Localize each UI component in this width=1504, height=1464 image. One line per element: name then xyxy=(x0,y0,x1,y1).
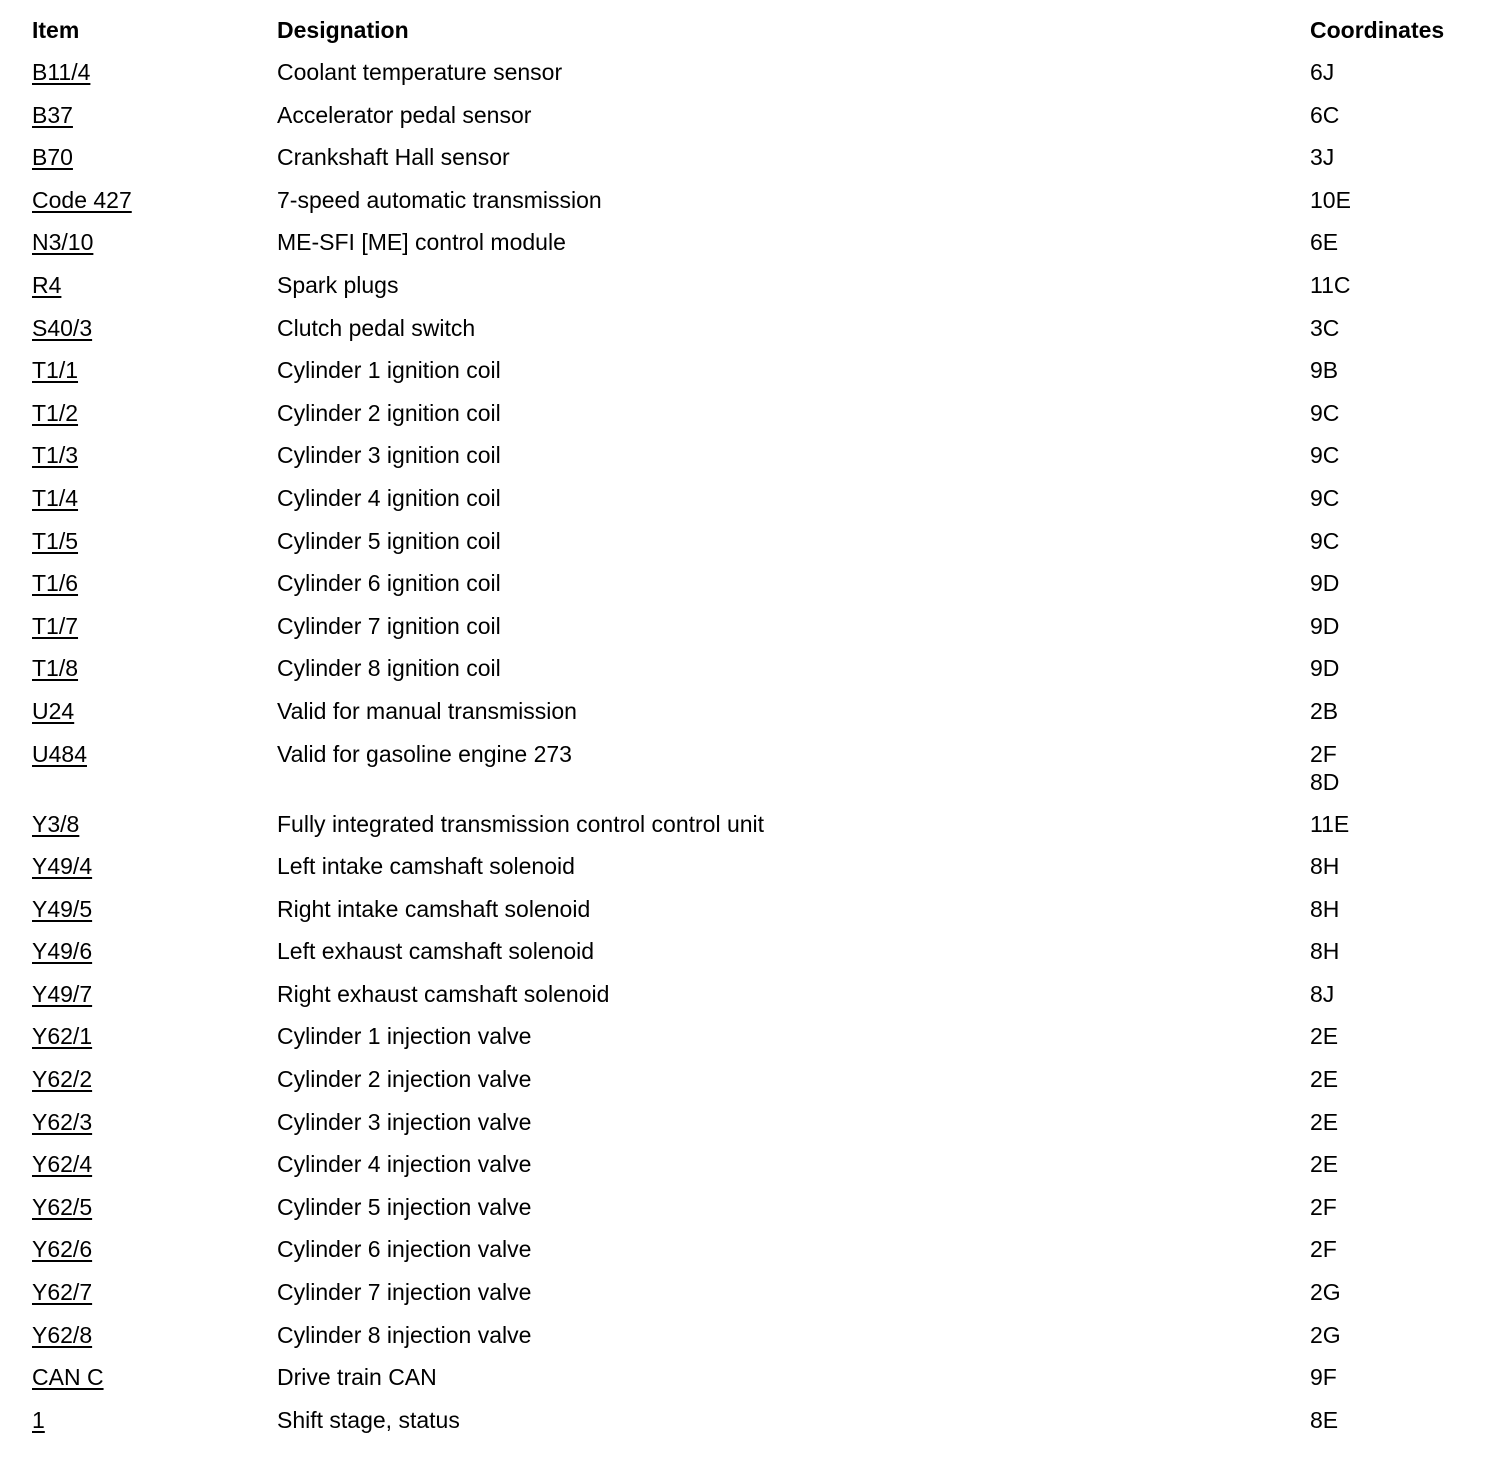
coordinate-value: 9D xyxy=(1310,570,1340,597)
table-row xyxy=(32,527,1482,570)
item-cell xyxy=(32,1363,277,1391)
coordinate-value: 9F xyxy=(1310,1364,1337,1391)
item-link[interactable]: Y49/4 xyxy=(32,853,93,880)
designation-cell: Clutch pedal switch xyxy=(277,314,476,341)
coordinates-cell xyxy=(1310,441,1482,469)
coordinate-value: 8H xyxy=(1310,895,1340,922)
coordinate-value: 2E xyxy=(1310,1023,1339,1050)
item-cell xyxy=(32,654,277,682)
item-cell xyxy=(32,980,277,1008)
coordinates-cell xyxy=(1310,1022,1482,1050)
designation-cell: Cylinder 6 ignition coil xyxy=(277,570,501,597)
table-body xyxy=(32,58,1482,1448)
designation-cell: Cylinder 2 injection valve xyxy=(277,1066,532,1093)
coordinate-value: 8J xyxy=(1310,980,1335,1007)
table-row xyxy=(32,1278,1482,1321)
item-link[interactable]: T1/4 xyxy=(32,484,79,511)
item-link[interactable]: Y62/4 xyxy=(32,1151,93,1178)
item-link[interactable]: 1 xyxy=(32,1406,45,1433)
coordinate-value: 9C xyxy=(1310,484,1340,511)
item-cell xyxy=(32,228,277,256)
coordinates-cell xyxy=(1310,697,1482,725)
coordinate-value: 3C xyxy=(1310,314,1340,341)
item-cell xyxy=(32,271,277,299)
coordinates-cell xyxy=(1310,1363,1482,1391)
coordinates-cell xyxy=(1310,527,1482,555)
table-row xyxy=(32,654,1482,697)
designation-cell: Cylinder 4 injection valve xyxy=(277,1151,532,1178)
table-row xyxy=(32,1235,1482,1278)
item-cell xyxy=(32,697,277,725)
designation-cell: Spark plugs xyxy=(277,271,399,298)
coordinate-value: 9C xyxy=(1310,399,1340,426)
coordinate-value: 2F xyxy=(1310,740,1337,767)
designation-cell: Accelerator pedal sensor xyxy=(277,101,532,128)
table-row xyxy=(32,399,1482,442)
table-row xyxy=(32,314,1482,357)
table-row xyxy=(32,852,1482,895)
component-legend-table xyxy=(32,16,1482,1448)
coordinate-value: 6J xyxy=(1310,59,1335,85)
coordinate-value: 9B xyxy=(1310,357,1339,384)
item-link[interactable]: Y62/8 xyxy=(32,1321,93,1348)
item-link[interactable]: Y62/5 xyxy=(32,1193,93,1220)
designation-cell: Coolant temperature sensor xyxy=(277,59,563,85)
table-row xyxy=(32,1108,1482,1151)
table-row xyxy=(32,441,1482,484)
item-link[interactable]: T1/2 xyxy=(32,399,79,426)
table-row xyxy=(32,895,1482,938)
item-cell xyxy=(32,356,277,384)
item-cell xyxy=(32,399,277,427)
header-coordinates: Coordinates xyxy=(1310,17,1445,43)
table-row xyxy=(32,980,1482,1023)
coordinates-cell xyxy=(1310,740,1482,796)
coordinate-value: 2F xyxy=(1310,1236,1337,1263)
header-designation: Designation xyxy=(277,17,409,43)
item-link[interactable]: T1/3 xyxy=(32,442,79,469)
table-row xyxy=(32,271,1482,314)
table-row xyxy=(32,1065,1482,1108)
table-row xyxy=(32,697,1482,740)
item-cell xyxy=(32,937,277,965)
item-link[interactable]: Code 427 xyxy=(32,186,132,213)
designation-cell: Crankshaft Hall sensor xyxy=(277,144,510,171)
item-cell xyxy=(32,484,277,512)
coordinates-cell xyxy=(1310,937,1482,965)
item-cell xyxy=(32,1022,277,1050)
coordinate-value: 2E xyxy=(1310,1151,1339,1178)
coordinate-value: 10E xyxy=(1310,186,1351,213)
item-cell xyxy=(32,58,277,86)
item-cell xyxy=(32,852,277,880)
designation-cell: Valid for manual transmission xyxy=(277,697,577,724)
coordinates-cell xyxy=(1310,356,1482,384)
designation-cell: Shift stage, status xyxy=(277,1406,460,1433)
coordinate-value: 2B xyxy=(1310,697,1339,724)
item-cell xyxy=(32,143,277,171)
table-row xyxy=(32,228,1482,271)
coordinate-value: 2E xyxy=(1310,1066,1339,1093)
coordinates-cell xyxy=(1310,228,1482,256)
item-link[interactable]: Y49/7 xyxy=(32,980,93,1007)
designation-cell: ME-SFI [ME] control module xyxy=(277,229,566,256)
table-row xyxy=(32,143,1482,186)
coordinate-value: 8D xyxy=(1310,768,1340,795)
coordinates-cell xyxy=(1310,101,1482,129)
item-link[interactable]: R4 xyxy=(32,271,62,298)
coordinate-value: 6C xyxy=(1310,101,1340,128)
item-link[interactable]: T1/7 xyxy=(32,612,79,639)
coordinates-cell xyxy=(1310,1193,1482,1221)
coordinates-cell xyxy=(1310,1406,1482,1434)
designation-cell: Cylinder 3 injection valve xyxy=(277,1108,532,1135)
coordinates-cell xyxy=(1310,569,1482,597)
table-row xyxy=(32,1150,1482,1193)
item-link[interactable]: B70 xyxy=(32,144,73,171)
coordinate-value: 2F xyxy=(1310,1193,1337,1220)
coordinate-value: 9D xyxy=(1310,655,1340,682)
table-row xyxy=(32,1363,1482,1406)
coordinates-cell xyxy=(1310,143,1482,171)
coordinates-cell xyxy=(1310,1278,1482,1306)
item-link[interactable]: U24 xyxy=(32,697,75,724)
designation-cell: Cylinder 1 ignition coil xyxy=(277,357,501,384)
item-link[interactable]: T1/6 xyxy=(32,570,79,597)
table-row xyxy=(32,186,1482,229)
designation-cell: Drive train CAN xyxy=(277,1364,437,1391)
item-link[interactable]: S40/3 xyxy=(32,314,93,341)
designation-cell: Cylinder 7 ignition coil xyxy=(277,612,501,639)
table-row xyxy=(32,58,1482,101)
coordinate-value: 11E xyxy=(1310,810,1350,837)
item-link[interactable]: U484 xyxy=(32,740,87,767)
item-link[interactable]: CAN C xyxy=(32,1364,104,1391)
coordinate-value: 6E xyxy=(1310,229,1339,256)
table-row xyxy=(32,356,1482,399)
item-link[interactable]: T1/8 xyxy=(32,655,79,682)
item-cell xyxy=(32,314,277,342)
coordinate-value: 3J xyxy=(1310,144,1335,171)
table-row xyxy=(32,740,1482,810)
coordinates-cell xyxy=(1310,1150,1482,1178)
item-link[interactable]: Y49/6 xyxy=(32,938,93,965)
coordinate-value: 9D xyxy=(1310,612,1340,639)
item-cell xyxy=(32,101,277,129)
table-row xyxy=(32,1193,1482,1236)
item-cell xyxy=(32,1406,277,1434)
coordinates-cell xyxy=(1310,852,1482,880)
table-row xyxy=(32,569,1482,612)
item-cell xyxy=(32,1321,277,1349)
coordinates-cell xyxy=(1310,1235,1482,1263)
table-row xyxy=(32,937,1482,980)
item-cell xyxy=(32,895,277,923)
coordinates-cell xyxy=(1310,810,1482,838)
designation-cell: Cylinder 8 injection valve xyxy=(277,1321,532,1348)
header-item: Item xyxy=(32,17,80,43)
coordinate-value: 9C xyxy=(1310,527,1340,554)
item-link[interactable]: T1/1 xyxy=(32,357,79,384)
item-link[interactable]: B37 xyxy=(32,101,73,128)
designation-cell: Cylinder 5 ignition coil xyxy=(277,527,501,554)
table-row xyxy=(32,101,1482,144)
designation-cell: Cylinder 3 ignition coil xyxy=(277,442,501,469)
designation-cell: Cylinder 2 ignition coil xyxy=(277,399,501,426)
table-row xyxy=(32,1321,1482,1364)
item-link[interactable]: Y49/5 xyxy=(32,895,93,922)
coordinate-value: 11C xyxy=(1310,271,1351,298)
designation-cell: Cylinder 7 injection valve xyxy=(277,1279,532,1306)
table-row xyxy=(32,1406,1482,1449)
coordinates-cell xyxy=(1310,612,1482,640)
designation-cell: Cylinder 5 injection valve xyxy=(277,1193,532,1220)
item-cell xyxy=(32,1065,277,1093)
coordinates-cell xyxy=(1310,186,1482,214)
designation-cell: Fully integrated transmission control control unit xyxy=(277,810,765,837)
item-link[interactable]: T1/5 xyxy=(32,527,79,554)
item-cell xyxy=(32,441,277,469)
designation-cell: Cylinder 4 ignition coil xyxy=(277,484,501,511)
coordinates-cell xyxy=(1310,399,1482,427)
item-link[interactable]: Y62/6 xyxy=(32,1236,93,1263)
coordinate-value: 8E xyxy=(1310,1406,1339,1433)
item-link[interactable]: N3/10 xyxy=(32,229,94,256)
designation-cell: Left intake camshaft solenoid xyxy=(277,853,575,880)
item-cell xyxy=(32,527,277,555)
coordinates-cell xyxy=(1310,895,1482,923)
designation-cell: Valid for gasoline engine 273 xyxy=(277,740,572,767)
coordinates-cell xyxy=(1310,980,1482,1008)
table-row xyxy=(32,612,1482,655)
designation-cell: Right exhaust camshaft solenoid xyxy=(277,980,610,1007)
item-cell xyxy=(32,740,277,768)
item-cell xyxy=(32,1193,277,1221)
coordinate-value: 8H xyxy=(1310,938,1340,965)
coordinates-cell xyxy=(1310,654,1482,682)
item-link[interactable]: Y62/7 xyxy=(32,1279,93,1306)
item-link[interactable]: Y62/3 xyxy=(32,1108,93,1135)
coordinate-value: 2E xyxy=(1310,1108,1339,1135)
table-header-row xyxy=(32,16,1482,58)
coordinates-cell xyxy=(1310,58,1482,86)
item-link[interactable]: Y62/2 xyxy=(32,1066,93,1093)
item-link[interactable]: B11/4 xyxy=(32,59,91,85)
coordinates-cell xyxy=(1310,314,1482,342)
designation-cell: Cylinder 1 injection valve xyxy=(277,1023,532,1050)
item-link[interactable]: Y3/8 xyxy=(32,810,80,837)
designation-cell: Left exhaust camshaft solenoid xyxy=(277,938,595,965)
coordinate-value: 8H xyxy=(1310,853,1340,880)
coordinate-value: 2G xyxy=(1310,1321,1341,1348)
table-row xyxy=(32,484,1482,527)
item-cell xyxy=(32,186,277,214)
coordinates-cell xyxy=(1310,1321,1482,1349)
item-cell xyxy=(32,1278,277,1306)
item-cell xyxy=(32,1150,277,1178)
designation-cell: 7-speed automatic transmission xyxy=(277,186,602,213)
coordinates-cell xyxy=(1310,1065,1482,1093)
item-link[interactable]: Y62/1 xyxy=(32,1023,93,1050)
designation-cell: Cylinder 6 injection valve xyxy=(277,1236,532,1263)
coordinates-cell xyxy=(1310,271,1482,299)
coordinates-cell xyxy=(1310,484,1482,512)
item-cell xyxy=(32,612,277,640)
coordinate-value: 2G xyxy=(1310,1279,1341,1306)
table-row xyxy=(32,1022,1482,1065)
designation-cell: Right intake camshaft solenoid xyxy=(277,895,591,922)
table-row xyxy=(32,810,1482,853)
item-cell xyxy=(32,1108,277,1136)
item-cell xyxy=(32,1235,277,1263)
coordinate-value: 9C xyxy=(1310,442,1340,469)
coordinates-cell xyxy=(1310,1108,1482,1136)
item-cell xyxy=(32,810,277,838)
designation-cell: Cylinder 8 ignition coil xyxy=(277,655,501,682)
item-cell xyxy=(32,569,277,597)
